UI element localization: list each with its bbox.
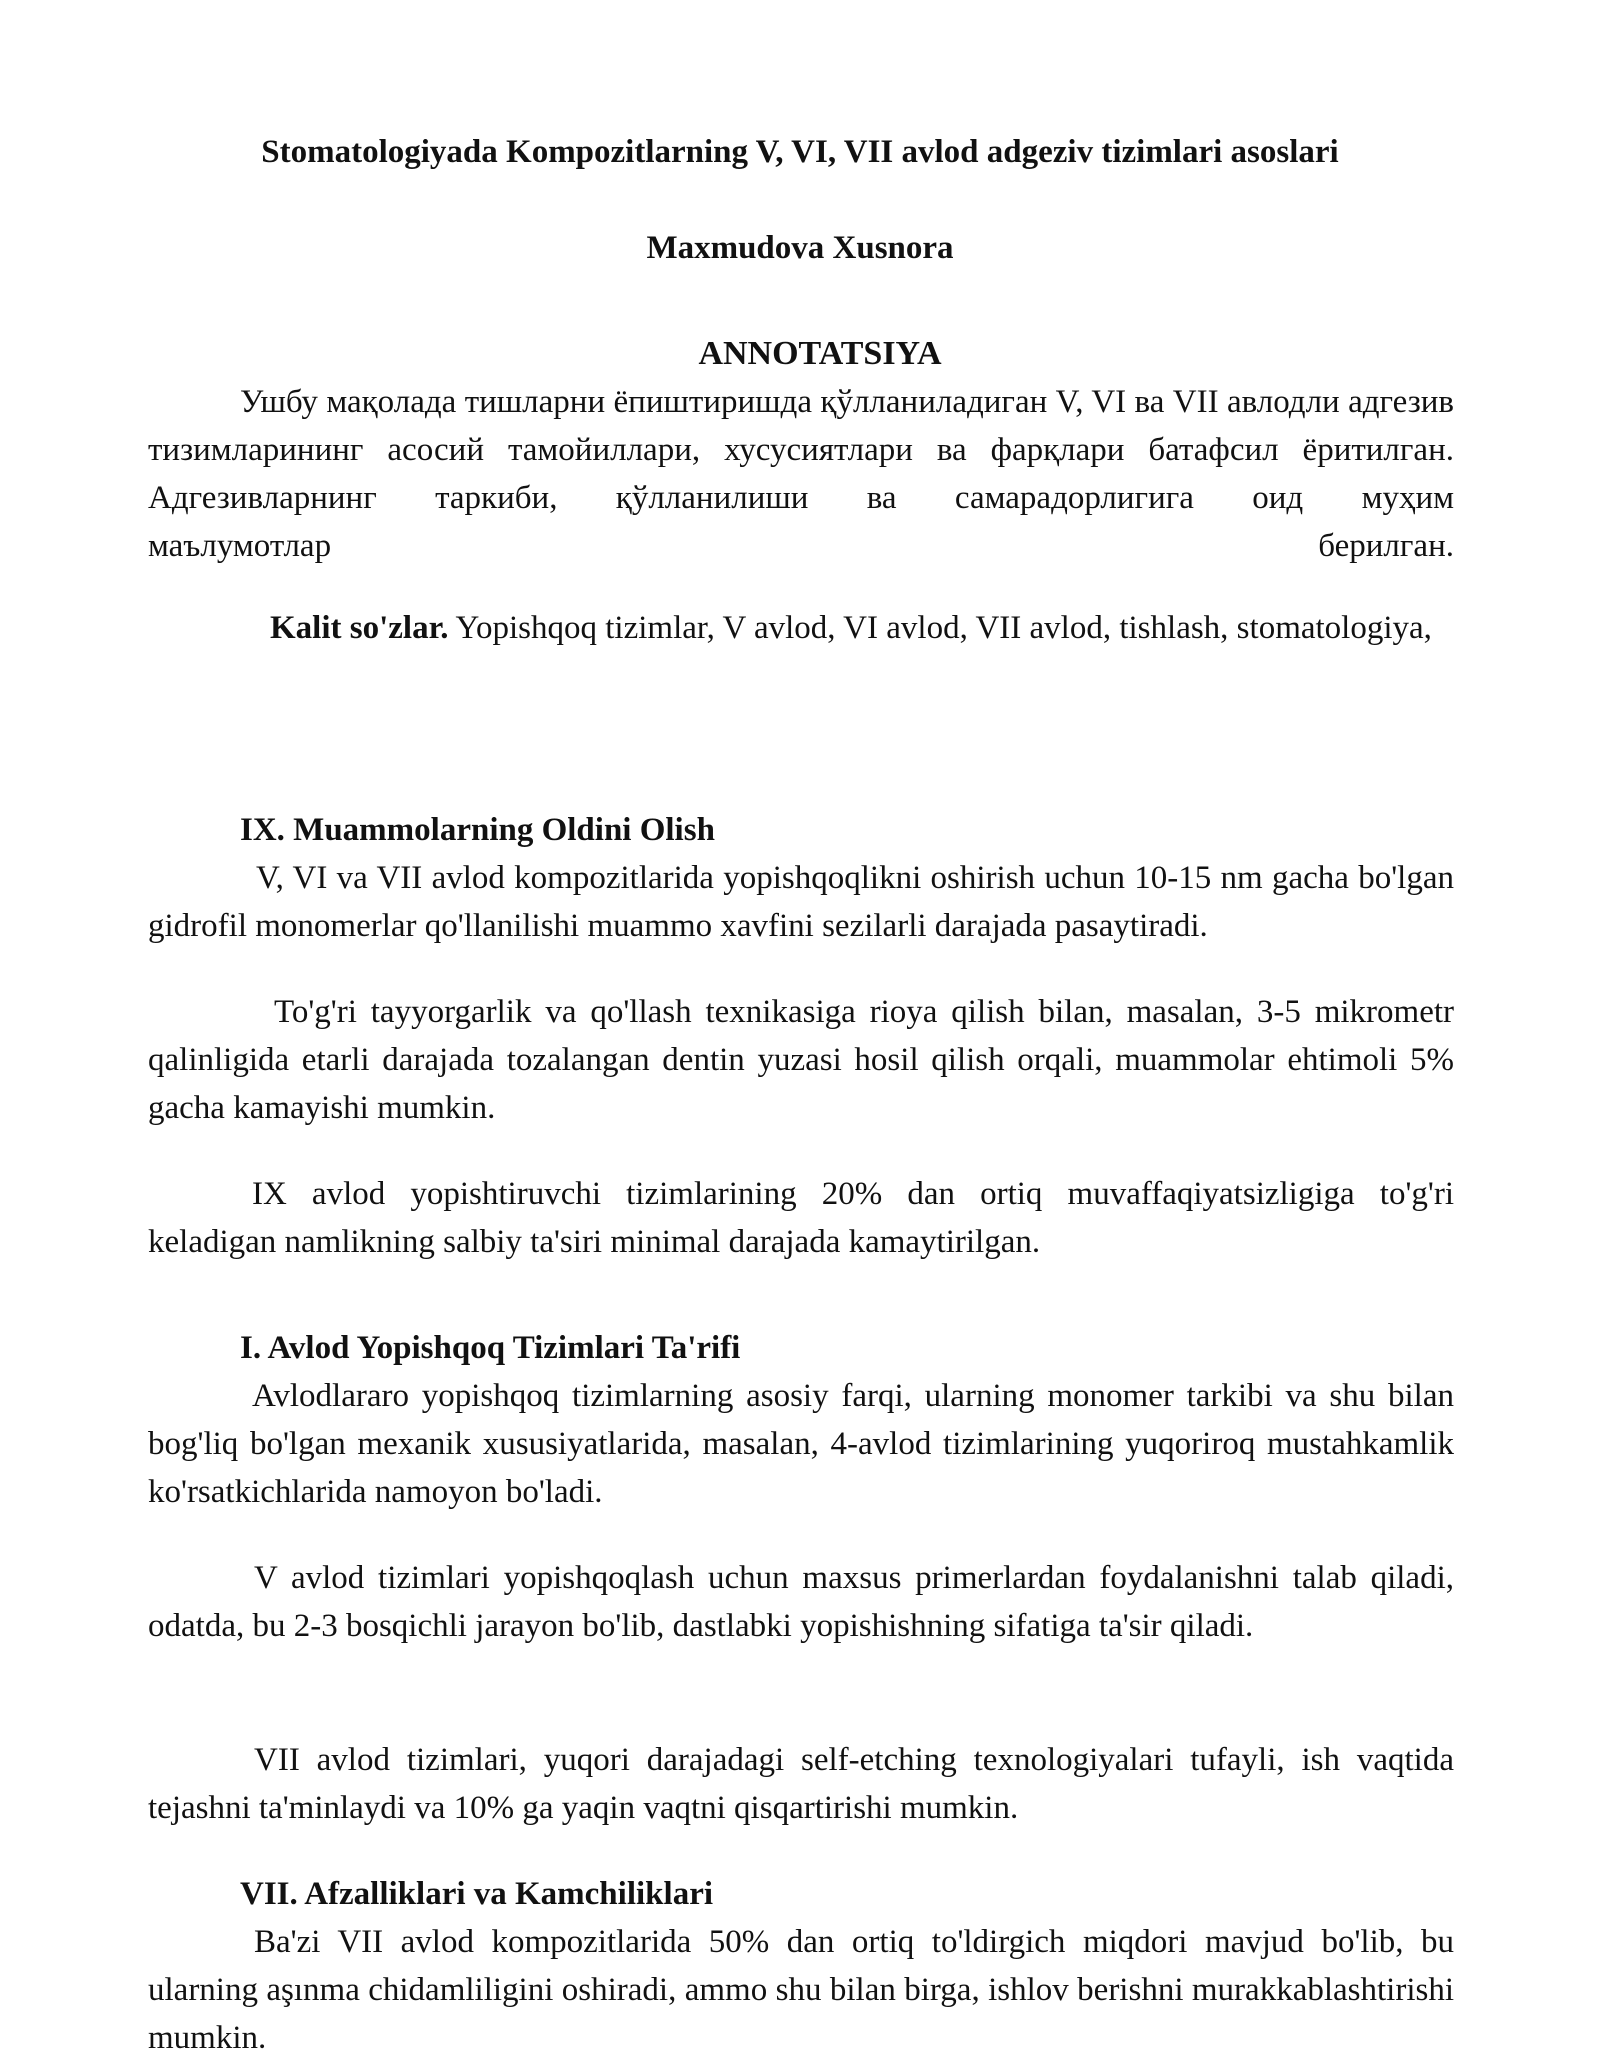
keywords-paragraph bbox=[148, 604, 1454, 652]
paragraph-text: To'g'ri tayyorgarlik va qo'llash texnikasiga rioya qilish bilan, masalan, 3-5 mikrometr qalinligida etarli darajada tozalangan dentin yuzasi hosil qilish orqali, muammolar ehtimoli 5% gacha kamayishi mumkin. bbox=[148, 994, 1454, 1126]
section-i-paragraph-3 bbox=[148, 1736, 1454, 1832]
keywords-text: Yopishqoq tizimlar, V avlod, VI avlod, VII avlod, tishlash, stomatologiya, bbox=[448, 610, 1432, 646]
section-heading-ix: IX. Muammolarning Oldini Olish bbox=[240, 812, 715, 848]
annotation-text-main: Ушбу мақолада тишларни ёпиштиришда қўлланиладиган V, VI ва VII авлодли адгезив тизимларининг асосий тамойиллари, хусусиятлари ва фарқлари батафсил ёритилган. Адгезивларнинг таркиби, қўлланилиши ва самарадорлигига оид муҳим bbox=[148, 384, 1454, 516]
paragraph-text: IX avlod yopishtiruvchi tizimlarining 20% dan ortiq muvaffaqiyatsizligiga to'g'ri keladigan namlikning salbiy ta'siri minimal darajada kamaytirilgan. bbox=[148, 1176, 1454, 1260]
keywords-label: Kalit so'zlar. bbox=[270, 610, 449, 646]
section-i-paragraph-1 bbox=[148, 1372, 1454, 1516]
section-heading-vii: VII. Afzalliklari va Kamchiliklari bbox=[240, 1876, 714, 1912]
paragraph-text: Ba'zi VII avlod kompozitlarida 50% dan ortiq to'ldirgich miqdori mavjud bo'lib, bu ularning aşınma chidamliligini oshiradi, ammo shu bilan birga, ishlov berishni murakkablashtirishi mumkin. bbox=[148, 1924, 1454, 2056]
page-title: Stomatologiyada Kompozitlarning V, VI, VII avlod adgeziv tizimlari asoslari bbox=[261, 134, 1339, 170]
paragraph-text: V avlod tizimlari yopishqoqlash uchun maxsus primerlardan foydalanishni talab qiladi, odatda, bu 2-3 bosqichli jarayon bo'lib, dastlabki yopishishning sifatiga ta'sir qiladi. bbox=[148, 1560, 1454, 1644]
annotation-text-last: маълумотлар берилган. bbox=[148, 528, 1454, 564]
author-name: Maxmudova Xusnora bbox=[646, 230, 954, 266]
section-vii-paragraph-1 bbox=[148, 1918, 1454, 2062]
paragraph-text: V, VI va VII avlod kompozitlarida yopishqoqlikni oshirish uchun 10-15 nm gacha bo'lgan gidrofil monomerlar qo'llanilishi muammo xavfini sezilarli darajada pasaytiradi. bbox=[148, 860, 1454, 944]
section-heading-i: I. Avlod Yopishqoq Tizimlari Ta'rifi bbox=[240, 1330, 741, 1366]
paragraph-text: Avlodlararo yopishqoq tizimlarning asosiy farqi, ularning monomer tarkibi va shu bilan bog'liq bo'lgan mexanik xususiyatlarida, masalan, 4-avlod tizimlarining yuqoriroq mustahkamlik ko'rsatkichlarida namoyon bo'ladi. bbox=[148, 1378, 1454, 1510]
paragraph-text: VII avlod tizimlari, yuqori darajadagi self-etching texnologiyalari tufayli, ish vaqtida tejashni ta'minlaydi va 10% ga yaqin vaqtni qisqartirishi mumkin. bbox=[148, 1742, 1454, 1826]
section-ix-paragraph-2 bbox=[148, 988, 1454, 1132]
annotation-heading: ANNOTATSIYA bbox=[698, 335, 942, 372]
section-ix-paragraph-1 bbox=[148, 854, 1454, 950]
section-ix-paragraph-3 bbox=[148, 1170, 1454, 1266]
annotation-text bbox=[148, 378, 1454, 570]
section-i-paragraph-2 bbox=[148, 1554, 1454, 1650]
